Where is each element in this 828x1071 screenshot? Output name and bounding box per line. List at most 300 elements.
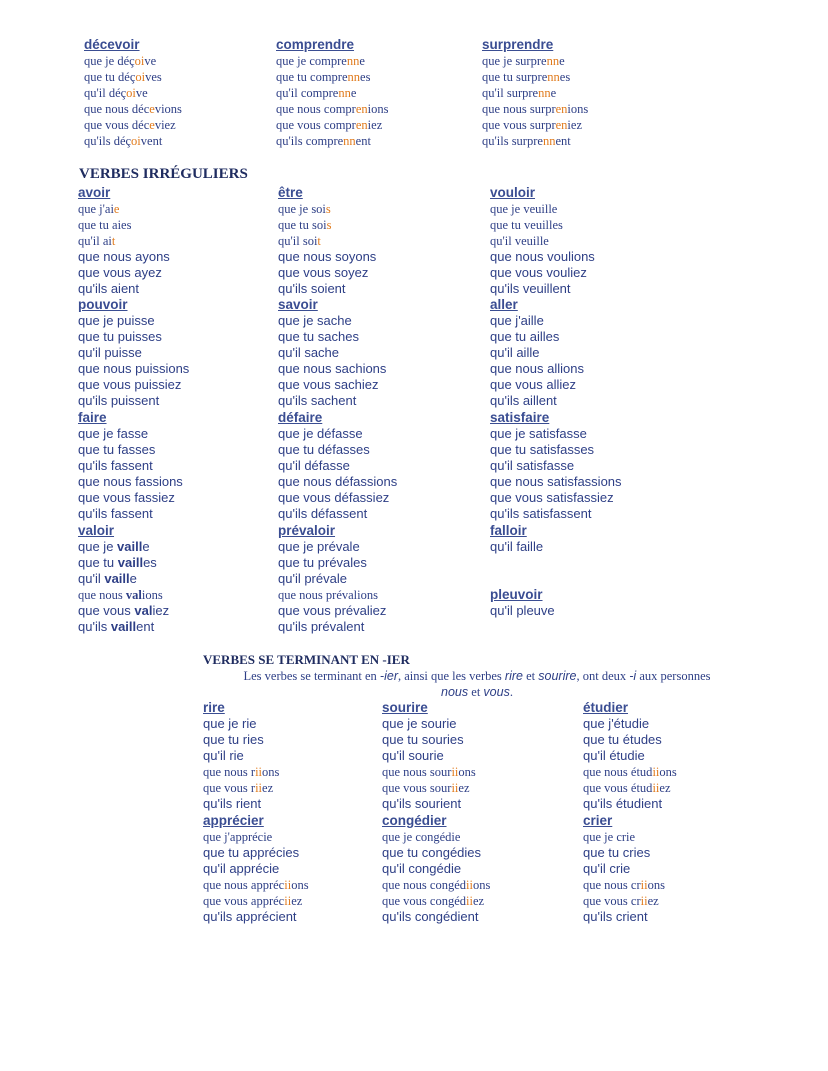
conjugation-line: [583, 764, 677, 780]
conjugation-part: en: [355, 102, 368, 116]
conjugation-part: que tu souries: [382, 732, 464, 747]
verb-block-decevoir: [84, 37, 182, 149]
conjugation-line: [278, 233, 376, 249]
conjugation-part: qu'il prévale: [278, 571, 347, 586]
conjugation-part: ons: [472, 878, 491, 892]
verb-heading: aller: [490, 297, 518, 312]
conjugation-part: que nous allions: [490, 361, 584, 376]
conjugation-line: [78, 587, 169, 603]
verb-block-valoir: [78, 523, 169, 635]
conjugation-part: que nous étud: [583, 765, 653, 779]
conjugation-part: qu'ils sachent: [278, 393, 357, 408]
conjugation-part: qu'ils prévalent: [278, 619, 365, 634]
conjugation-line: [278, 619, 386, 635]
conjugation-part: qu'ils rient: [203, 796, 262, 811]
conjugation-part: s: [325, 202, 331, 216]
conjugation-part: ent: [555, 134, 571, 148]
conjugation-part: qu'il ai: [78, 234, 112, 248]
conjugation-line: [278, 571, 386, 587]
conjugation-part: qu'il défasse: [278, 458, 350, 473]
conjugation-line: [276, 101, 389, 117]
conjugation-part: qu'ils déç: [84, 134, 132, 148]
conjugation-part: ons: [291, 878, 309, 892]
conjugation-part: que je puisse: [78, 313, 155, 328]
conjugation-part: e: [350, 86, 357, 100]
conjugation-part: nn: [538, 86, 551, 100]
verb-heading: valoir: [78, 523, 115, 538]
conjugation-part: que je satisfasse: [490, 426, 587, 441]
conjugation-part: qu'ils défassent: [278, 506, 368, 521]
conjugation-part: que je déç: [84, 54, 135, 68]
conjugation-part: que je sache: [278, 313, 352, 328]
conjugation-part: ez: [472, 894, 485, 908]
conjugation-line: [78, 281, 170, 297]
conjugation-line: [78, 458, 183, 474]
intro-text: .: [509, 685, 513, 699]
verb-heading: crier: [583, 813, 613, 828]
conjugation-part: oi: [135, 70, 146, 84]
conjugation-line: [278, 217, 376, 233]
conjugation-line: [84, 69, 182, 85]
conjugation-part: que tu: [78, 555, 118, 570]
conjugation-line: [490, 217, 595, 233]
conjugation-line: [278, 281, 376, 297]
conjugation-line: [278, 603, 386, 619]
conjugation-part: que je congédie: [382, 830, 461, 844]
verb-block-congedier: [382, 813, 490, 925]
verb-heading: comprendre: [276, 37, 355, 52]
conjugation-part: que vous cr: [583, 894, 641, 908]
conjugation-part: e: [113, 202, 120, 216]
conjugation-part: ii: [640, 894, 648, 908]
conjugation-part: ions: [567, 102, 589, 116]
intro-emph: rire: [504, 669, 523, 683]
conjugation-line: [278, 426, 397, 442]
verb-heading: pouvoir: [78, 297, 128, 312]
verb-block-falloir: [490, 523, 543, 555]
conjugation-line: [583, 877, 665, 893]
verb-heading: satisfaire: [490, 410, 550, 425]
conjugation-line: [583, 845, 665, 861]
conjugation-line: [583, 909, 665, 925]
verb-heading: vouloir: [490, 185, 536, 200]
conjugation-part: nn: [542, 134, 556, 148]
intro-emph: -ier: [379, 669, 398, 683]
conjugation-part: qu'il surpre: [482, 86, 539, 100]
verb-heading: décevoir: [84, 37, 140, 52]
conjugation-part: que je veuille: [490, 202, 558, 216]
verb-heading: savoir: [278, 297, 318, 312]
conjugation-part: que nous appréc: [203, 878, 285, 892]
conjugation-part: que je rie: [203, 716, 257, 731]
conjugation-part: ez: [262, 781, 274, 795]
conjugation-part: e: [550, 86, 557, 100]
conjugation-part: que tu puisses: [78, 329, 162, 344]
conjugation-part: vaill: [117, 555, 144, 570]
conjugation-part: ii: [451, 781, 459, 795]
conjugation-part: qu'il sourie: [382, 748, 444, 763]
conjugation-part: qu'il: [78, 571, 105, 586]
conjugation-line: [276, 69, 389, 85]
verb-block-pouvoir: [78, 297, 189, 409]
verb-heading: avoir: [78, 185, 111, 200]
conjugation-line: [482, 53, 588, 69]
conjugation-line: [278, 201, 376, 217]
conjugation-line: [382, 780, 476, 796]
conjugation-part: qu'ils fassent: [78, 506, 153, 521]
conjugation-line: [583, 829, 665, 845]
conjugation-part: que vous ayez: [78, 265, 162, 280]
conjugation-line: [278, 587, 386, 603]
conjugation-part: qu'ils puissent: [78, 393, 160, 408]
verb-heading: être: [278, 185, 303, 200]
conjugation-line: [382, 748, 476, 764]
conjugation-line: [78, 329, 189, 345]
conjugation-part: ii: [640, 878, 648, 892]
conjugation-part: val: [125, 588, 142, 602]
conjugation-part: que vous sour: [382, 781, 452, 795]
conjugation-part: que je surpre: [482, 54, 547, 68]
conjugation-part: que vous congéd: [382, 894, 467, 908]
conjugation-part: que tu fasses: [78, 442, 156, 457]
conjugation-part: qu'il crie: [583, 861, 631, 876]
conjugation-line: [583, 780, 677, 796]
verb-heading: prévaloir: [278, 523, 336, 538]
section-title-ier: VERBES SE TERMINANT EN -IER: [203, 652, 410, 667]
conjugation-part: que je crie: [583, 830, 636, 844]
conjugation-part: oi: [134, 54, 145, 68]
conjugation-line: [84, 53, 182, 69]
conjugation-line: [278, 539, 386, 555]
verb-block-etre: [278, 185, 376, 297]
conjugation-part: que vous r: [203, 781, 256, 795]
conjugation-line: [490, 345, 584, 361]
conjugation-line: [78, 426, 183, 442]
verb-heading: faire: [78, 410, 107, 425]
conjugation-line: [203, 861, 309, 877]
conjugation-line: [78, 474, 183, 490]
conjugation-part: qu'il congédie: [382, 861, 462, 876]
conjugation-line: [278, 474, 397, 490]
conjugation-line: [490, 281, 595, 297]
conjugation-line: [490, 539, 543, 555]
conjugation-part: e: [559, 54, 565, 68]
conjugation-line: [203, 732, 279, 748]
conjugation-part: que tu cries: [583, 845, 651, 860]
verb-block-prevaloir: [278, 523, 386, 635]
conjugation-part: que nous cr: [583, 878, 641, 892]
conjugation-part: que vous: [78, 603, 135, 618]
verb-heading: congédier: [382, 813, 447, 828]
conjugation-part: es: [360, 70, 371, 84]
conjugation-part: qu'il apprécie: [203, 861, 280, 876]
conjugation-part: e: [129, 571, 137, 586]
conjugation-part: qu'ils étudient: [583, 796, 663, 811]
conjugation-part: ent: [136, 619, 155, 634]
conjugation-line: [278, 490, 397, 506]
conjugation-part: que je sourie: [382, 716, 457, 731]
conjugation-part: que nous compr: [276, 102, 356, 116]
conjugation-part: qu'ils veuillent: [490, 281, 571, 296]
conjugation-line: [276, 133, 389, 149]
conjugation-line: [84, 117, 182, 133]
conjugation-part: en: [555, 118, 568, 132]
conjugation-part: que tu défasses: [278, 442, 370, 457]
conjugation-part: e: [149, 102, 155, 116]
conjugation-part: ii: [652, 765, 660, 779]
conjugation-line: [84, 133, 182, 149]
conjugation-part: qu'ils crient: [583, 909, 648, 924]
conjugation-part: que vous déc: [84, 118, 150, 132]
conjugation-part: es: [559, 70, 571, 84]
conjugation-part: en: [355, 118, 368, 132]
conjugation-line: [78, 345, 189, 361]
conjugation-part: en: [555, 102, 568, 116]
conjugation-line: [482, 85, 588, 101]
conjugation-part: qu'ils satisfassent: [490, 506, 592, 521]
conjugation-part: ions: [141, 588, 163, 602]
conjugation-line: [203, 909, 309, 925]
verb-block-vouloir: [490, 185, 595, 297]
conjugation-part: qu'ils aillent: [490, 393, 557, 408]
conjugation-line: [278, 555, 386, 571]
conjugation-part: que nous satisfassions: [490, 474, 622, 489]
conjugation-part: que tu ries: [203, 732, 264, 747]
conjugation-part: ons: [458, 765, 476, 779]
verb-block-avoir: [78, 185, 170, 297]
conjugation-part: que tu saches: [278, 329, 359, 344]
conjugation-line: [276, 53, 389, 69]
conjugation-part: iez: [367, 118, 383, 132]
conjugation-line: [278, 377, 386, 393]
conjugation-part: viez: [154, 118, 176, 132]
conjugation-part: ii: [255, 781, 263, 795]
conjugation-part: nn: [343, 134, 356, 148]
conjugation-line: [583, 796, 677, 812]
conjugation-part: qu'ils sourient: [382, 796, 462, 811]
verb-block-apprecier: [203, 813, 309, 925]
conjugation-line: [382, 877, 490, 893]
conjugation-part: que j'ai: [78, 202, 114, 216]
conjugation-line: [482, 117, 588, 133]
conjugation-line: [203, 764, 279, 780]
conjugation-line: [382, 909, 490, 925]
conjugation-line: [490, 329, 584, 345]
conjugation-part: es: [121, 218, 132, 232]
conjugation-part: que nous voulions: [490, 249, 595, 264]
conjugation-part: qu'il satisfasse: [490, 458, 575, 473]
conjugation-part: que nous défassions: [278, 474, 398, 489]
conjugation-part: ent: [355, 134, 371, 148]
conjugation-line: [583, 861, 665, 877]
conjugation-part: ez: [458, 781, 470, 795]
conjugation-part: que nous r: [203, 765, 256, 779]
conjugation-part: ii: [652, 781, 660, 795]
conjugation-line: [203, 893, 309, 909]
conjugation-line: [583, 893, 665, 909]
conjugation-part: que nous surpr: [482, 102, 556, 116]
conjugation-part: s: [326, 218, 332, 232]
conjugation-part: que nous prévalions: [278, 588, 378, 602]
conjugation-line: [78, 490, 183, 506]
conjugation-part: que vous satisfassiez: [490, 490, 614, 505]
conjugation-line: [278, 442, 397, 458]
conjugation-line: [78, 506, 183, 522]
conjugation-line: [490, 393, 584, 409]
conjugation-part: que vous surpr: [482, 118, 556, 132]
conjugation-part: qu'il faille: [490, 539, 544, 554]
conjugation-line: [78, 442, 183, 458]
conjugation-part: qu'ils congédient: [382, 909, 479, 924]
conjugation-part: nn: [346, 54, 360, 68]
intro-emph: vous: [483, 685, 510, 699]
conjugation-line: [278, 313, 386, 329]
conjugation-part: que tu congédies: [382, 845, 482, 860]
conjugation-part: ii: [451, 765, 459, 779]
conjugation-part: que vous prévaliez: [278, 603, 387, 618]
conjugation-part: qu'il veuille: [490, 234, 549, 248]
verb-block-sourire: [382, 700, 476, 812]
conjugation-part: oi: [126, 86, 136, 100]
intro-text: , ainsi que les verbes: [397, 669, 505, 683]
conjugation-part: qu'il étudie: [583, 748, 645, 763]
verb-block-defaire: [278, 410, 397, 522]
verb-heading: défaire: [278, 410, 323, 425]
conjugation-part: ons: [659, 765, 677, 779]
conjugation-part: qu'il puisse: [78, 345, 142, 360]
conjugation-line: [278, 458, 397, 474]
verb-block-pleuvoir: [490, 587, 555, 619]
verb-block-surprendre: [482, 37, 588, 149]
conjugation-line: [382, 796, 476, 812]
conjugation-part: que nous ayons: [78, 249, 170, 264]
conjugation-line: [490, 426, 622, 442]
conjugation-part: nn: [347, 70, 361, 84]
conjugation-part: qu'il soi: [278, 234, 318, 248]
verb-block-comprendre: [276, 37, 389, 149]
conjugation-line: [278, 506, 397, 522]
conjugation-line: [84, 85, 182, 101]
conjugation-part: que je fasse: [78, 426, 149, 441]
conjugation-line: [482, 133, 588, 149]
conjugation-part: que tu ailles: [490, 329, 560, 344]
intro-emph: nous: [441, 685, 469, 699]
conjugation-line: [490, 313, 584, 329]
conjugation-part: qu'ils fassent: [78, 458, 153, 473]
verb-heading: apprécier: [203, 813, 264, 828]
conjugation-part: ve: [135, 86, 148, 100]
conjugation-part: que vous fassiez: [78, 490, 175, 505]
intro-text: , ont deux: [576, 669, 630, 683]
conjugation-part: que nous congéd: [382, 878, 467, 892]
conjugation-line: [78, 249, 170, 265]
conjugation-part: e: [142, 539, 150, 554]
conjugation-part: nn: [338, 86, 351, 100]
conjugation-part: qu'il pleuve: [490, 603, 555, 618]
conjugation-part: ii: [284, 878, 292, 892]
conjugation-part: vaill: [110, 619, 137, 634]
conjugation-part: que vous alliez: [490, 377, 576, 392]
conjugation-part: que j'apprécie: [203, 830, 273, 844]
conjugation-line: [490, 490, 622, 506]
verb-block-faire: [78, 410, 183, 522]
conjugation-line: [490, 442, 622, 458]
conjugation-line: [203, 796, 279, 812]
conjugation-part: que tu prévales: [278, 555, 367, 570]
conjugation-line: [278, 345, 386, 361]
conjugation-part: vaill: [117, 539, 143, 554]
conjugation-line: [78, 201, 170, 217]
conjugation-line: [78, 233, 170, 249]
conjugation-part: que nous puissions: [78, 361, 190, 376]
conjugation-part: ons: [647, 878, 665, 892]
intro-text: et: [522, 669, 539, 683]
verb-heading: rire: [203, 700, 225, 715]
conjugation-line: [203, 780, 279, 796]
conjugation-line: [78, 539, 169, 555]
intro-emph: -i: [629, 669, 637, 683]
conjugation-part: qu'il sache: [278, 345, 340, 360]
verb-heading: sourire: [382, 700, 428, 715]
conjugation-part: que tu déç: [84, 70, 136, 84]
conjugation-line: [490, 361, 584, 377]
conjugation-part: que vous appréc: [203, 894, 285, 908]
conjugation-line: [78, 603, 169, 619]
conjugation-part: que nous sachions: [278, 361, 387, 376]
conjugation-line: [382, 845, 490, 861]
conjugation-part: nn: [547, 70, 560, 84]
verb-heading: falloir: [490, 523, 527, 538]
intro-text: Les verbes se terminant en: [243, 669, 380, 683]
conjugation-part: ions: [367, 102, 389, 116]
verb-block-satisfaire: [490, 410, 622, 522]
conjugation-part: que j'étudie: [583, 716, 650, 731]
conjugation-line: [278, 329, 386, 345]
conjugation-part: que nous déc: [84, 102, 150, 116]
conjugation-part: ez: [659, 781, 671, 795]
conjugation-part: que tu ai: [78, 218, 122, 232]
conjugation-line: [78, 619, 169, 635]
verb-heading: étudier: [583, 700, 629, 715]
conjugation-part: nn: [546, 54, 560, 68]
conjugation-line: [78, 393, 189, 409]
conjugation-line: [78, 265, 170, 281]
conjugation-part: que je défasse: [278, 426, 363, 441]
conjugation-line: [382, 764, 476, 780]
conjugation-part: qu'il rie: [203, 748, 244, 763]
conjugation-line: [583, 748, 677, 764]
conjugation-line: [78, 217, 170, 233]
conjugation-part: que je compre: [276, 54, 347, 68]
conjugation-line: [490, 474, 622, 490]
conjugation-part: que je: [78, 539, 118, 554]
conjugation-line: [78, 571, 169, 587]
conjugation-line: [278, 265, 376, 281]
conjugation-line: [382, 829, 490, 845]
conjugation-part: que j'aille: [490, 313, 544, 328]
conjugation-line: [78, 555, 169, 571]
conjugation-line: [203, 877, 309, 893]
conjugation-part: iez: [567, 118, 582, 132]
conjugation-part: que vous défassiez: [278, 490, 390, 505]
conjugation-part: iez: [152, 603, 170, 618]
conjugation-part: qu'il déç: [84, 86, 127, 100]
conjugation-part: ii: [255, 765, 263, 779]
conjugation-line: [278, 393, 386, 409]
conjugation-part: qu'ils aient: [78, 281, 140, 296]
conjugation-part: que vous soyez: [278, 265, 369, 280]
conjugation-part: ez: [291, 894, 303, 908]
